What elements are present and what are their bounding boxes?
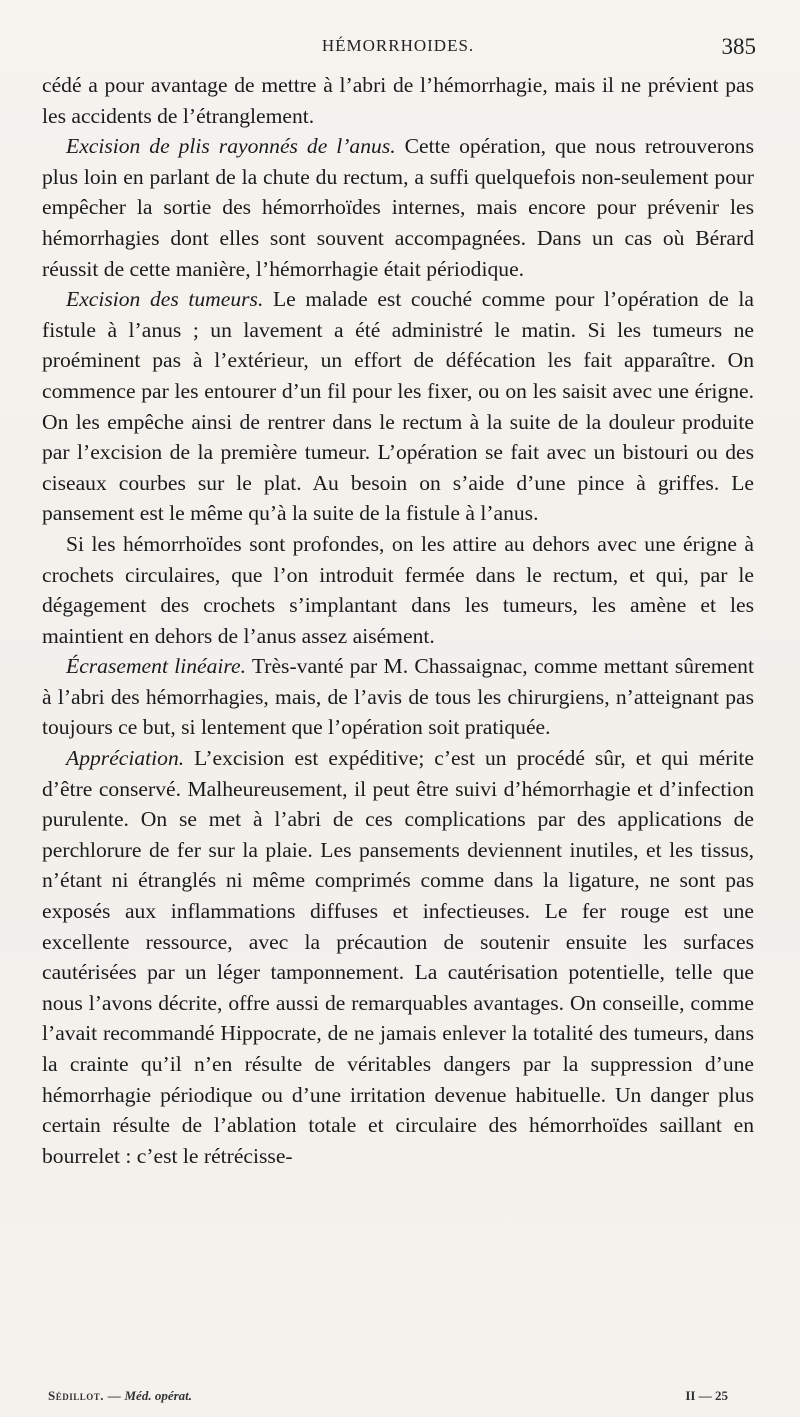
body-text <box>42 70 754 1171</box>
paragraph-text: cédé a pour avantage de mettre à l’abri de l’hémorrhagie, mais il ne prévient pas les accidents de l’étranglement. <box>42 73 754 128</box>
paragraph-text: L’excision est expéditive; c’est un procédé sûr, et qui mérite d’être conservé. Malheureusement, il peut être suivi d’hémorrhagie et d’infection purulente. On se met à l’abri de ces complications par des applications de perchlorure de fer sur la plaie. Les pansements deviennent inutiles, et les tissus, n’étant ni étranglés ni même comprimés comme dans la ligature, ne sont pas exposés aux inflammations diffuses et infectieuses. Le fer rouge est une excellente ressource, avec la précaution de soutenir ensuite les surfaces cautérisées par un léger tamponnement. La cautérisation potentielle, telle que nous l’avons décrite, offre aussi de remarquables avantages. On conseille, comme l’avait recommandé Hippocrate, de ne jamais enlever la totalité des tumeurs, dans la crainte qu’il n’en résulte de véritables dangers par la suppression d’une hémorrhagie périodique ou d’une irritation devenue habituelle. Un danger plus certain résulte de l’ablation totale et circulaire des hémorrhoïdes saillant en bourrelet : c’est le rétrécisse- <box>42 746 754 1168</box>
paragraph-text: Le malade est couché comme pour l’opération de la fistule à l’anus ; un lavement a été administré le matin. Si les tumeurs ne proéminent pas à l’extérieur, un effort de défécation les fait apparaître. On commence par les entourer d’un fil pour les fixer, ou on les saisit avec une érigne. On les empêche ainsi de rentrer dans le rectum à la suite de la douleur produite par l’excision de la première tumeur. L’opération se fait avec un bistouri ou des ciseaux courbes sur le plat. Au besoin on s’aide d’une pince à griffes. Le pansement est le même qu’à la suite de la fistule à l’anus. <box>42 287 754 526</box>
paragraph-hemorrhoides-profondes <box>42 529 754 651</box>
paragraph-text: Cette opération, que nous retrouverons plus loin en parlant de la chute du rectum, a suffi quelquefois non-seulement pour empêcher la sortie des hémorrhoïdes internes, mais encore pour prévenir les hémorrhagies dont elles sont souvent accompagnées. Dans un cas où Bérard réussit de cette manière, l’hémorrhagie était périodique. <box>42 134 754 281</box>
paragraph-rubric: Appréciation. <box>66 746 185 771</box>
paragraph-ecrasement-lineaire <box>42 651 754 743</box>
paragraph-excision-plis <box>42 131 754 284</box>
footer-author: Sédillot. — <box>48 1388 122 1403</box>
paragraph-text: Très-vanté par M. Chassaignac, comme mettant sûrement à l’abri des hémorrhagies, mais, de l’avis de tous les chirurgiens, n’atteignant pas toujours ce but, si lentement que l’opération soit pratiquée. <box>42 654 754 740</box>
footer-signature-mark: II — 25 <box>685 1388 728 1403</box>
page-number: 385 <box>721 34 756 59</box>
paragraph-rubric: Excision des tumeurs. <box>66 287 264 312</box>
footer-work: Méd. opérat. <box>124 1388 193 1403</box>
paragraph-rubric: Excision de plis rayonnés de l’anus. <box>66 134 396 159</box>
running-head <box>42 36 754 70</box>
paragraph-appreciation <box>42 743 754 1171</box>
paragraph-continuation <box>42 70 754 131</box>
footer-author-work <box>48 1388 192 1404</box>
paragraph-excision-tumeurs <box>42 284 754 529</box>
running-title: HÉMORRHOIDES. <box>321 36 475 55</box>
paragraph-rubric: Écrasement linéaire. <box>66 654 246 679</box>
paragraph-text: Si les hémorrhoïdes sont profondes, on les attire au dehors avec une érigne à crochets circulaires, que l’on introduit fermée dans le rectum, et qui, par le dégagement des crochets s’implantant dans les tumeurs, les amène et les maintient en dehors de l’anus assez aisément. <box>42 531 754 648</box>
